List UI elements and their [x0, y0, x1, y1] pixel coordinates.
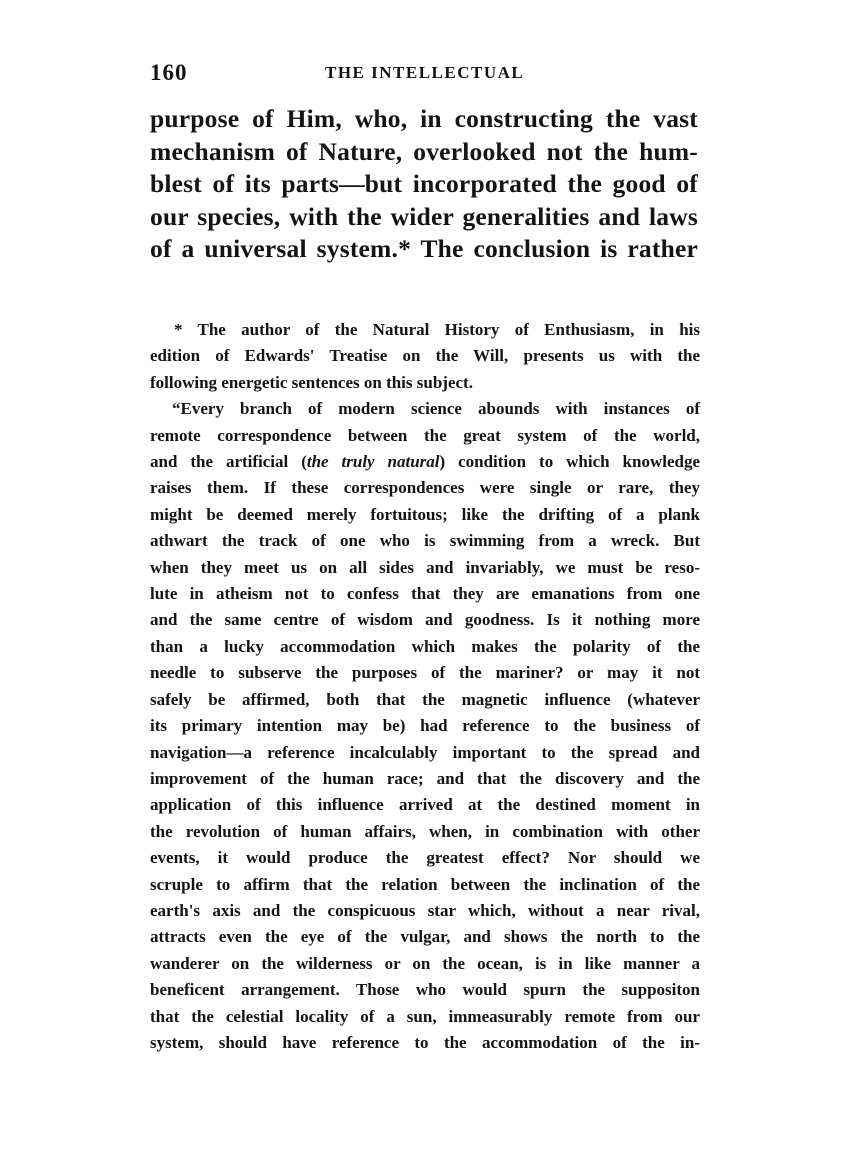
quote-line: when they meet us on all sides and invariably, we must be reso- — [150, 557, 700, 577]
quote-line: improvement of the human race; and that the discovery and the — [150, 768, 700, 788]
quote-line: wanderer on the wilderness or on the ocean, is in like manner a — [150, 953, 700, 973]
quote-line: raises them. If these correspondences were single or rare, they — [150, 478, 700, 498]
footnote-line: * The author of the Natural History of Enthusiasm, in his — [174, 320, 700, 339]
quote-line-with-emphasis — [150, 449, 700, 475]
footnote — [150, 317, 700, 1056]
quote-line: events, it would produce the greatest effect? Nor should we — [150, 848, 700, 868]
body-line: mechanism of Nature, overlooked not the hum- — [150, 136, 698, 166]
quote-line: navigation—a reference incalculably important to the spread and — [150, 742, 700, 762]
quote-line: scruple to affirm that the relation between the inclination of the — [150, 874, 700, 894]
italic-emphasis: the truly natural — [306, 452, 440, 472]
body-line: of a universal system.* The conclusion is rather — [150, 234, 698, 263]
quote-line: attracts even the eye of the vulgar, and shows the north to the — [150, 927, 700, 947]
quote-text: ) condition to which knowledge — [439, 452, 700, 472]
quote-line: earth's axis and the conspicuous star which, without a near rival, — [150, 900, 700, 920]
quote-line: than a lucky accommodation which makes the polarity of the — [150, 636, 700, 656]
quote-line: needle to subserve the purposes of the mariner? or may it not — [150, 663, 700, 683]
quote-line: and the same centre of wisdom and goodness. Is it nothing more — [150, 610, 700, 630]
quote-line: that the celestial locality of a sun, immeasurably remote from our — [150, 1006, 700, 1026]
page-header — [150, 60, 700, 90]
quote-text: and the artificial ( — [150, 452, 307, 472]
quote-line: the revolution of human affairs, when, in combination with other — [150, 821, 700, 841]
running-head: THE INTELLECTUAL — [325, 63, 525, 82]
quote-line: its primary intention may be) had reference to the business of — [150, 716, 700, 736]
quote-line: beneficent arrangement. Those who would spurn the suppositon — [150, 980, 700, 1000]
body-line: blest of its parts—but incorporated the good of — [150, 169, 698, 198]
quote-line: application of this influence arrived at the destined moment in — [150, 795, 700, 815]
body-line: purpose of Him, who, in constructing the vast — [150, 104, 698, 133]
quote-line: athwart the track of one who is swimming from a wreck. But — [150, 531, 700, 551]
body-paragraph — [150, 103, 698, 266]
quote-line: safely be affirmed, both that the magnetic influence (whatever — [150, 689, 700, 709]
footnote-line: following energetic sentences on this subject. — [150, 372, 473, 392]
body-line: our species, with the wider generalities and laws — [150, 201, 698, 231]
quote-line: lute in atheism not to confess that they are emanations from one — [150, 584, 700, 604]
quote-line: remote correspondence between the great system of the world, — [150, 425, 700, 445]
quote-line: system, should have reference to the accommodation of the in- — [150, 1032, 700, 1052]
footnote-line: edition of Edwards' Treatise on the Will, presents us with the — [150, 346, 700, 366]
page-number: 160 — [150, 60, 188, 85]
quote-line: might be deemed merely fortuitous; like the drifting of a plank — [150, 504, 700, 524]
quote-line: “Every branch of modern science abounds with instances of — [172, 399, 700, 419]
